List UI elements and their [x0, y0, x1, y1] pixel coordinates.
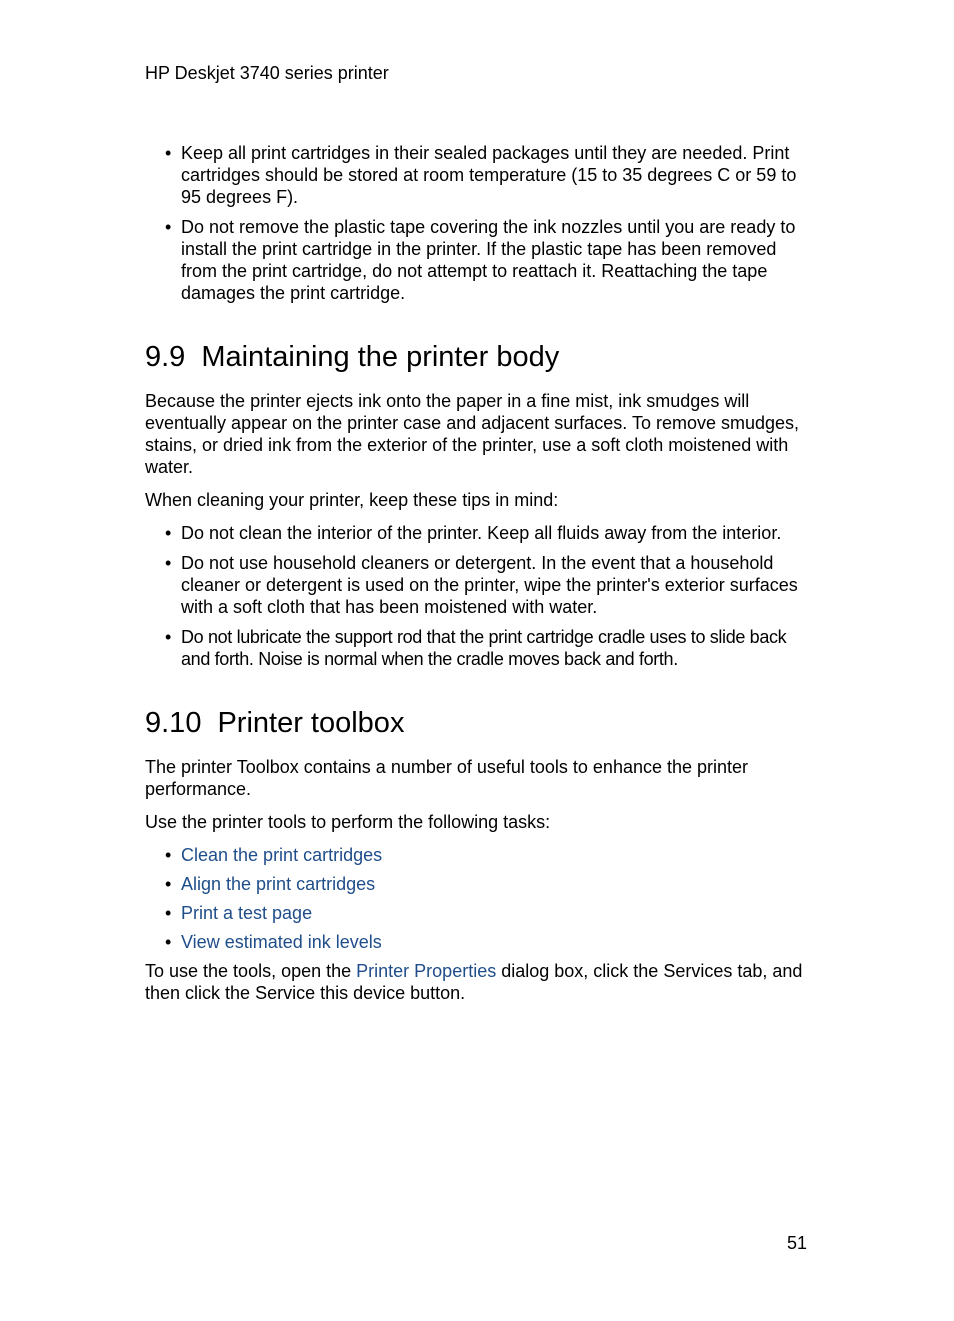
list-item: [145, 552, 815, 618]
text-run: dialog box, click the: [496, 961, 664, 981]
bullet-text: Do not lubricate the support rod that the print cartridge cradle uses to slide back and forth. Noise is normal when the cradle moves back and forth.: [181, 627, 787, 669]
page-number: 51: [787, 1233, 808, 1253]
section-number: 9.9: [145, 341, 186, 373]
link-view-ink-levels[interactable]: View estimated ink levels: [181, 932, 382, 952]
bullet-text: Keep all print cartridges in their sealed packages until they are needed. Print cartridges should be stored at room temperature (15 to 35 degrees C or 59 to 95 degrees F).: [181, 143, 797, 207]
link-align-print-cartridges[interactable]: Align the print cartridges: [181, 874, 376, 894]
bullet-text: Do not remove the plastic tape covering the ink nozzles until you are ready to install the print cartridge in the printer. If the plastic tape has been removed from the print cartridge, do not attempt to reattach it. Reattaching the tape damages the print cartridge.: [181, 217, 796, 303]
bullet-text: Do not clean the interior of the printer. Keep all fluids away from the interior.: [181, 523, 782, 543]
paragraph: When cleaning your printer, keep these tips in mind:: [145, 490, 559, 510]
service-device-button-label: Service this device: [255, 983, 406, 1003]
section-heading-9-10: [145, 706, 815, 740]
list-item: [145, 216, 815, 304]
paragraph: The printer Toolbox contains a number of useful tools to enhance the printer performance.: [145, 757, 749, 799]
list-item: [145, 142, 815, 208]
list-item: [145, 844, 815, 866]
paragraph: Because the printer ejects ink onto the paper in a fine mist, ink smudges will eventually appear on the printer case and adjacent surfaces. To remove smudges, stains, or dried ink from the exterior of the printer, use a soft cloth moistened with water.: [145, 391, 800, 477]
text-run: To use the tools, open the: [145, 961, 357, 981]
intro-bullet-list: [145, 142, 815, 304]
bullet-icon: •: [165, 845, 172, 865]
paragraph: Use the printer tools to perform the following tasks:: [145, 812, 551, 832]
link-clean-print-cartridges[interactable]: Clean the print cartridges: [181, 845, 383, 865]
bullet-icon: •: [165, 143, 172, 163]
list-item: [145, 873, 815, 895]
list-item: [145, 902, 815, 924]
running-header: HP Deskjet 3740 series printer: [145, 63, 389, 83]
section-number: 9.10: [145, 707, 202, 739]
link-print-test-page[interactable]: Print a test page: [181, 903, 313, 923]
toolbox-task-list: [145, 844, 815, 953]
bullet-icon: •: [165, 932, 172, 952]
closing-paragraph: [145, 960, 815, 1004]
text-run: tab, and then click the: [145, 961, 803, 1003]
bullet-icon: •: [165, 217, 172, 237]
bullet-icon: •: [165, 874, 172, 894]
list-item: [145, 931, 815, 953]
cleaning-tips-list: [145, 522, 815, 670]
bullet-icon: •: [165, 903, 172, 923]
list-item: [145, 522, 815, 544]
page-content: [145, 142, 815, 1015]
bullet-text: Do not use household cleaners or detergent. In the event that a household cleaner or detergent is used on the printer, wipe the printer's exterior surfaces with a soft cloth that has been moistened with water.: [181, 553, 798, 617]
section-title: Maintaining the printer body: [201, 341, 560, 373]
section-heading-9-9: [145, 340, 815, 374]
bullet-icon: •: [165, 553, 172, 573]
text-run: button.: [405, 983, 466, 1003]
link-printer-properties[interactable]: Printer Properties: [356, 961, 497, 981]
section-title: Printer toolbox: [217, 707, 405, 739]
services-tab-label: Services: [663, 961, 733, 981]
list-item: [145, 626, 815, 670]
bullet-icon: •: [165, 523, 172, 543]
bullet-icon: •: [165, 627, 172, 647]
